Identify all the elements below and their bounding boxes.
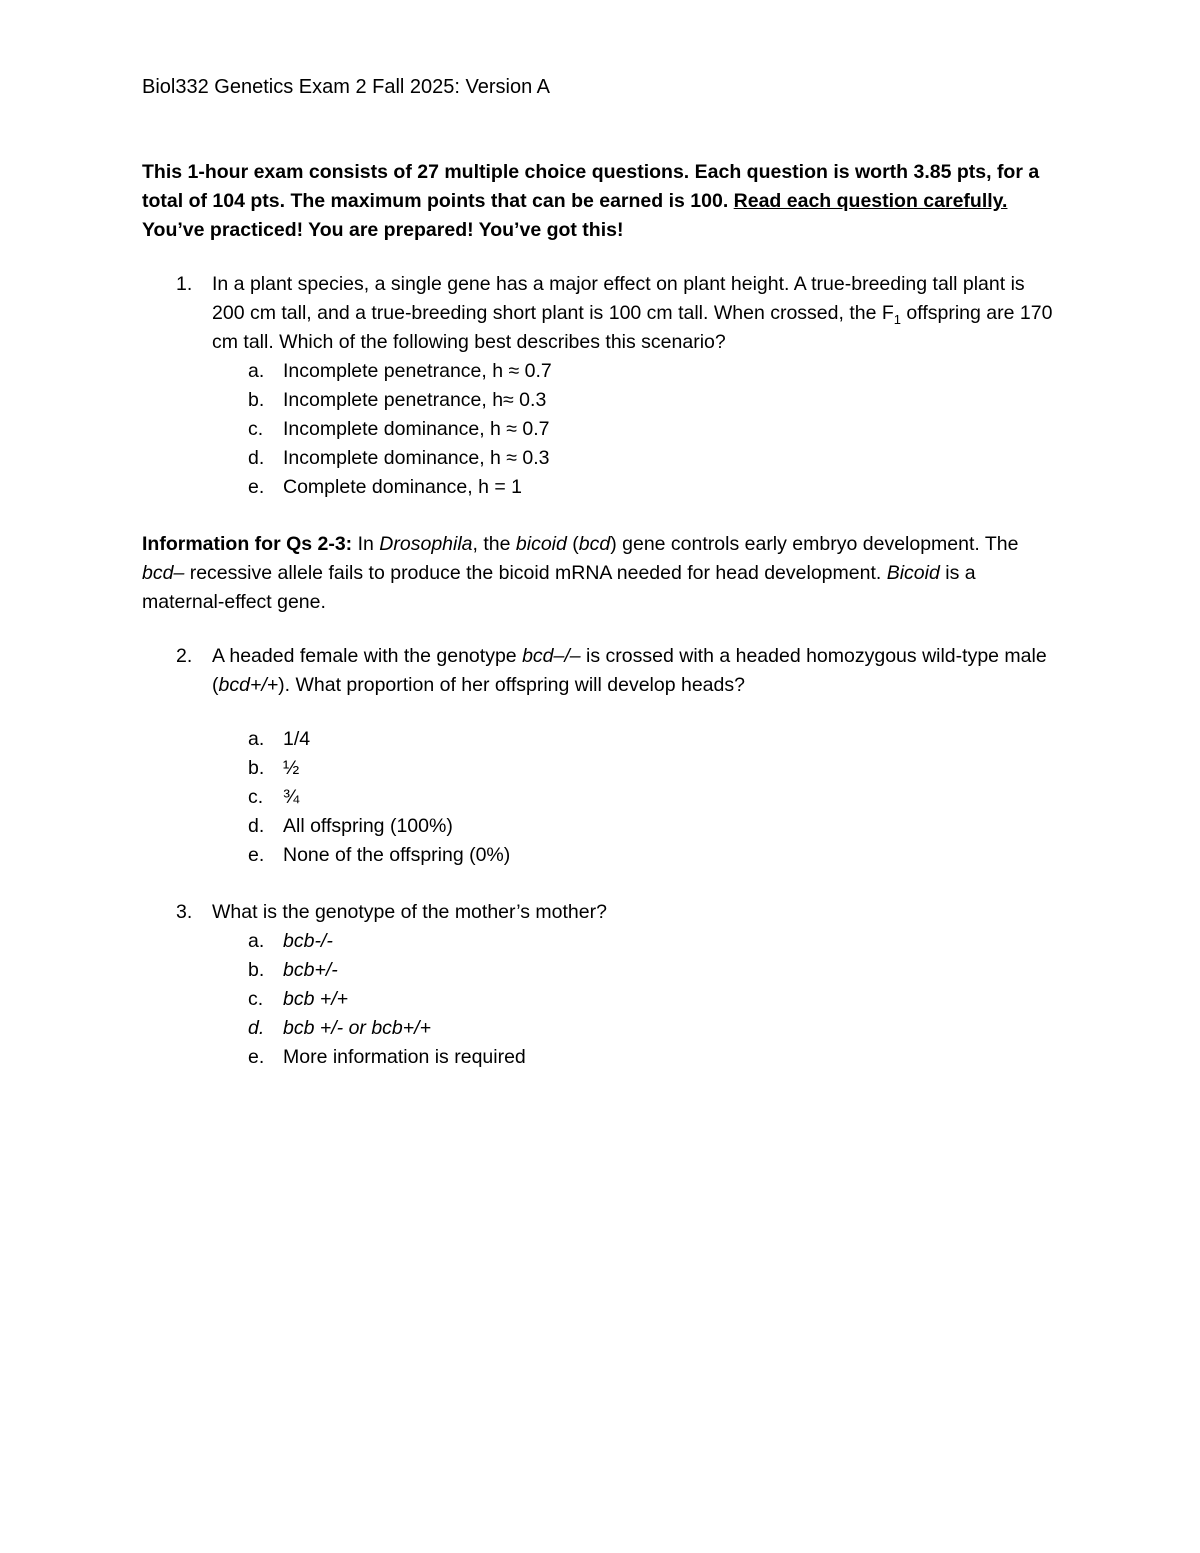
answer-option[interactable]: a. 1/4 — [248, 728, 311, 750]
question-text: What is the genotype of the mother’s mother? — [212, 901, 607, 923]
question-1 — [142, 270, 1062, 502]
question-3 — [142, 898, 1062, 1072]
answer-option[interactable]: b. ½ — [248, 757, 300, 779]
answer-option[interactable]: e. None of the offspring (0%) — [248, 844, 511, 866]
instructions-text-1: This 1-hour exam consists of 27 multiple choice questions. Each question is worth 3.85 pts, for a total of 104 pts. The maximum points that can be earned is 100. — [142, 161, 1040, 212]
answer-option[interactable]: c. ¾ — [248, 786, 300, 808]
answer-option[interactable]: d. All offspring (100%) — [248, 815, 453, 837]
question-text: A headed female with the genotype bcd–/– is crossed with a headed homozygous wild-type male (bcd+/+). What proportion of her offspring will develop heads? — [212, 645, 1047, 696]
answer-option[interactable]: d. Incomplete dominance, h ≈ 0.3 — [248, 447, 550, 469]
answer-options — [142, 357, 1062, 502]
answer-option[interactable]: b. bcb+/- — [248, 959, 338, 981]
info-label: Information for Qs 2-3: — [142, 533, 353, 555]
question-2 — [142, 642, 1062, 870]
answer-option[interactable]: d. bcb +/- or bcb+/+ — [248, 1017, 431, 1039]
question-number: 1. — [176, 273, 193, 295]
answer-option[interactable]: e. Complete dominance, h = 1 — [248, 476, 523, 498]
question-text: In a plant species, a single gene has a major effect on plant height. A true-breeding tall plant is 200 cm tall, and a true-breeding short plant is 100 cm tall. When crossed, the $F_1$ offspring are 170 cm tall. Which of the following best describes this scenario? — [212, 273, 1053, 353]
answer-options — [142, 927, 1062, 1072]
answer-option[interactable]: a. Incomplete penetrance, h ≈ 0.7 — [248, 360, 552, 382]
instructions-text-2: You’ve practiced! You are prepared! You’ve got this! — [142, 219, 624, 241]
answer-option[interactable]: b. Incomplete penetrance, h≈ 0.3 — [248, 389, 547, 411]
answer-option[interactable]: a. bcb-/- — [248, 930, 333, 952]
answer-option[interactable]: c. Incomplete dominance, h ≈ 0.7 — [248, 418, 550, 440]
answer-option[interactable]: e. More information is required — [248, 1046, 526, 1068]
question-number: 2. — [176, 645, 193, 667]
question-number: 3. — [176, 901, 193, 923]
exam-instructions — [142, 158, 1042, 245]
subscript: 1 — [893, 311, 901, 327]
info-block: Information for Qs 2-3: In Drosophila, the bicoid (bcd) gene controls early embryo development. The bcd– recessive allele fails to produce the bicoid mRNA needed for head development. Bicoid is a maternal-effect gene. — [142, 533, 1019, 613]
instructions-underlined: Read each question carefully. — [733, 190, 1008, 212]
page-title: Biol332 Genetics Exam 2 Fall 2025: Version A — [142, 76, 551, 98]
answer-options — [142, 725, 1062, 870]
answer-option[interactable]: c. bcb +/+ — [248, 988, 349, 1010]
